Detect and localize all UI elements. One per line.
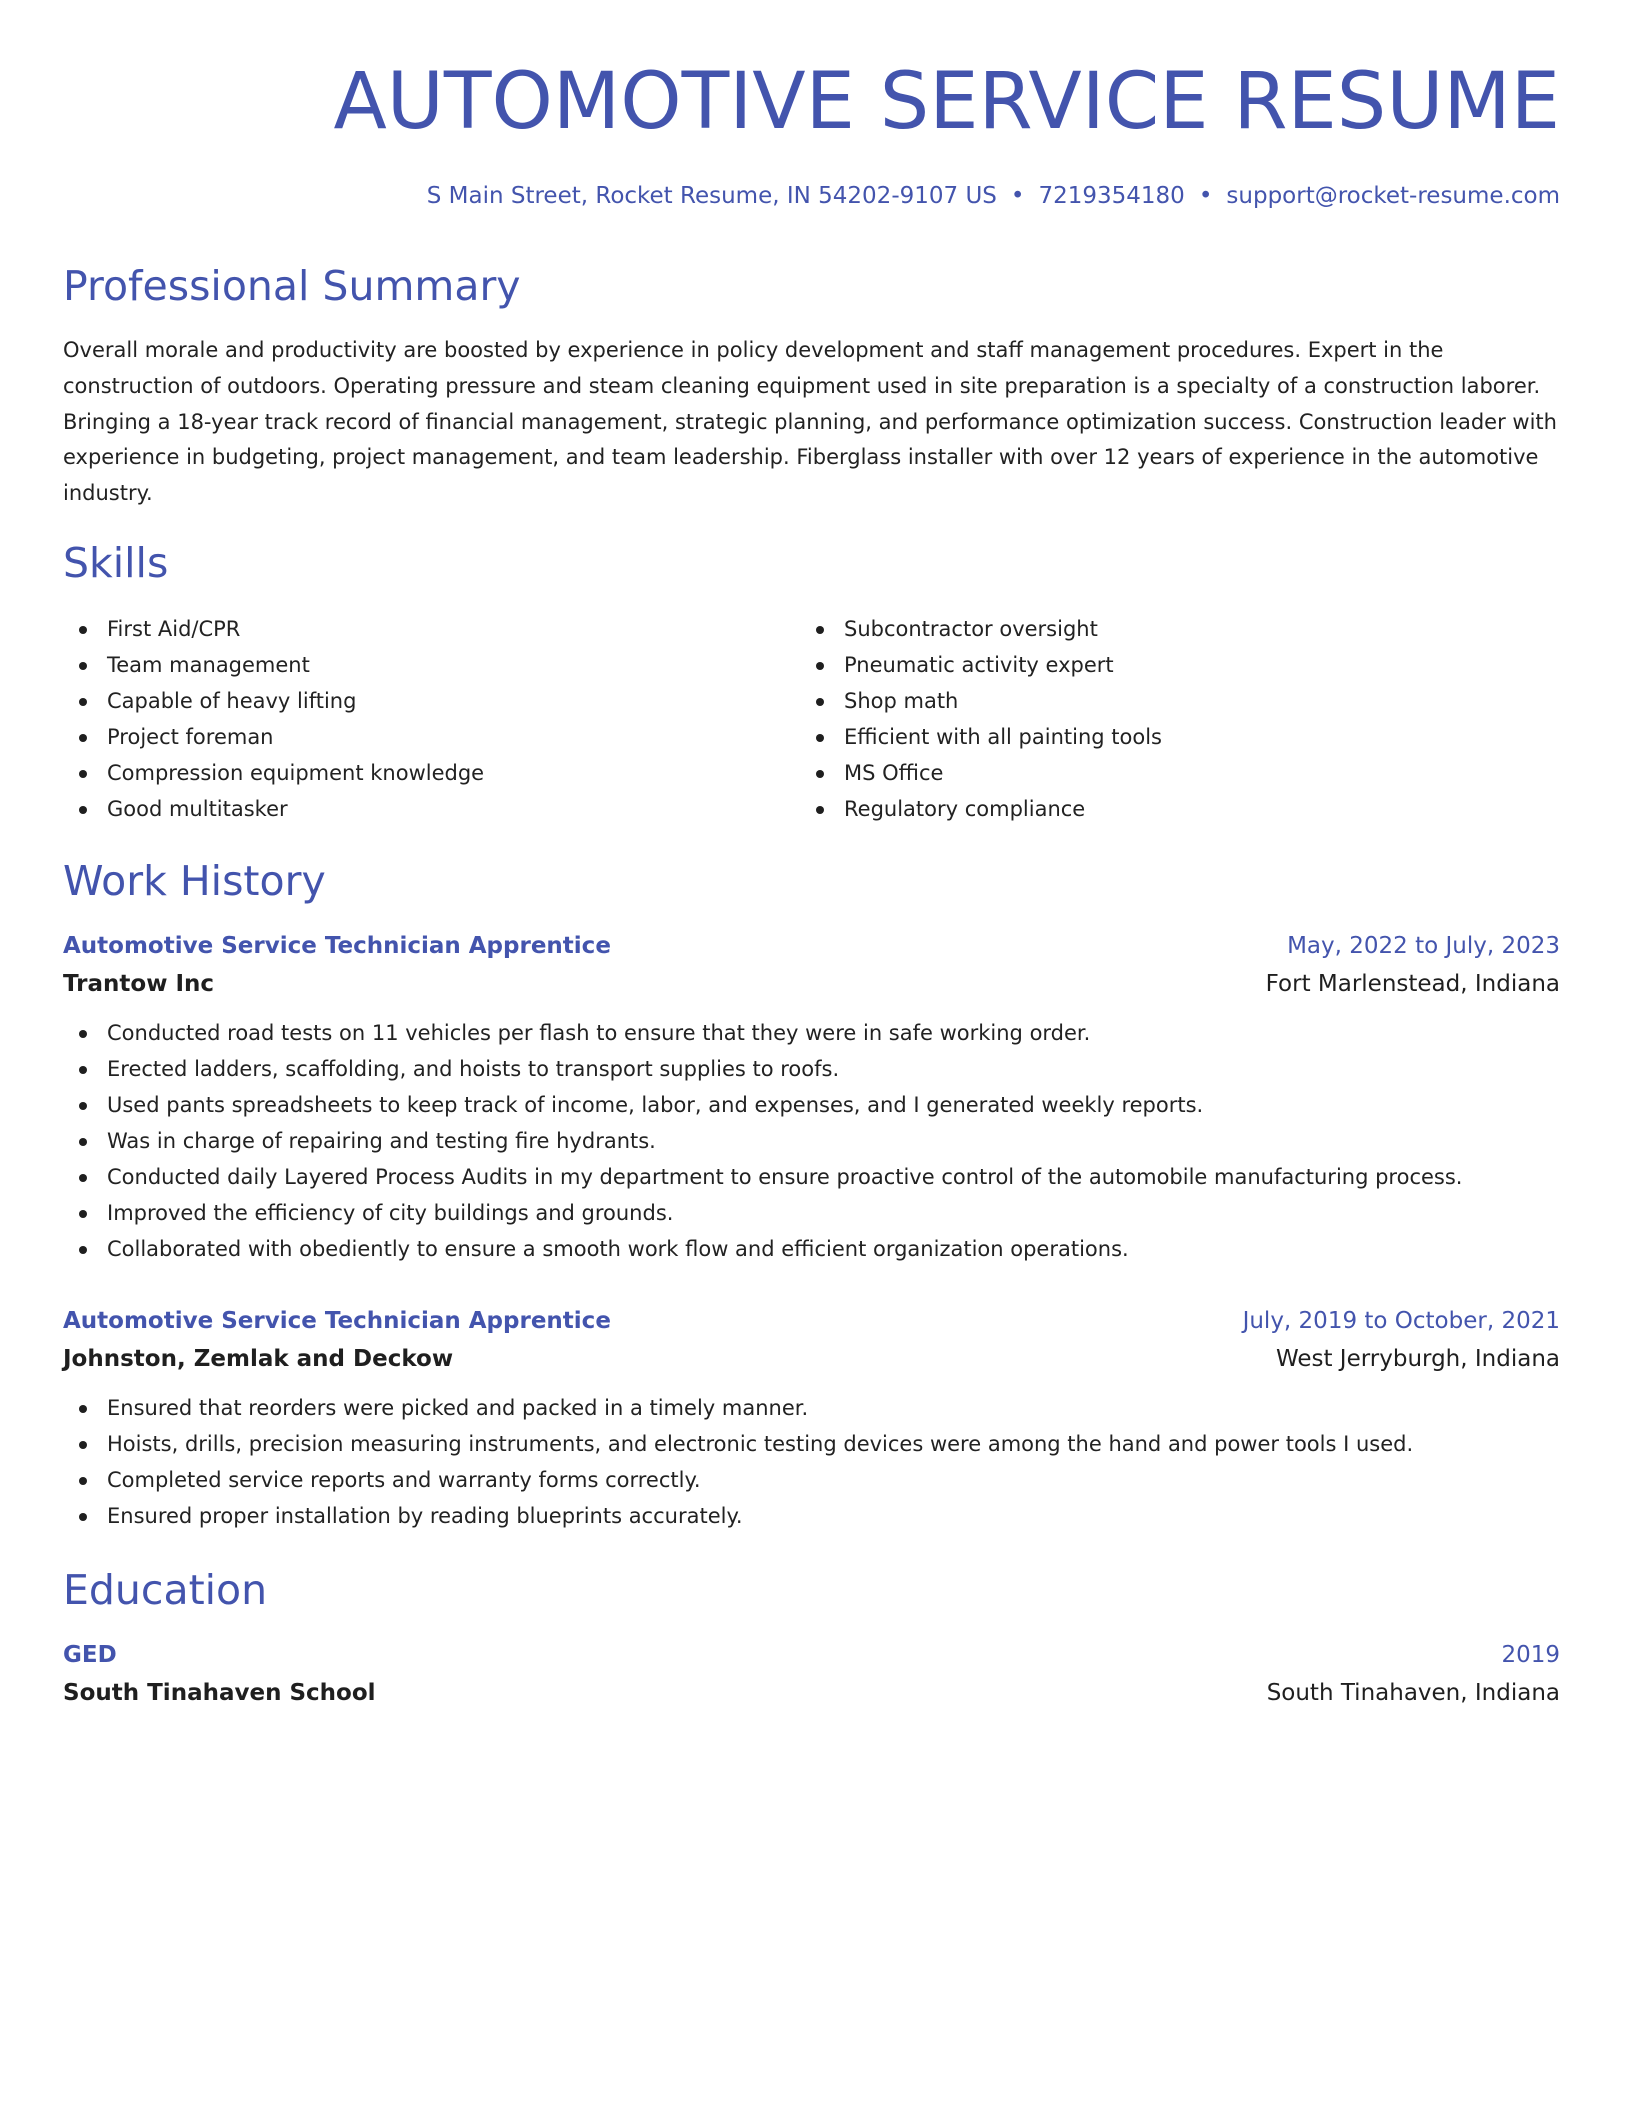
job-location: West Jerryburgh, Indiana [1275,1346,1560,1372]
skill-item: Good multitasker [63,791,484,827]
education-entry [63,1636,1560,1712]
skill-item: Pneumatic activity expert [800,647,1162,683]
email[interactable]: support@rocket-resume.com [1226,183,1560,209]
skills-column-right [800,611,1162,827]
address: S Main Street, Rocket Resume, IN 54202-9107 US [426,183,997,209]
job-bullet: Conducted road tests on 11 vehicles per flash to ensure that they were in safe working order. [63,1015,1560,1051]
skill-item: Regulatory compliance [800,791,1162,827]
contact-separator: • [1198,183,1213,209]
skill-item: Capable of heavy lifting [63,683,484,719]
contact-separator: • [1010,183,1025,209]
job-company: Trantow Inc [63,971,215,997]
job-role: Automotive Service Technician Apprentice [63,1308,611,1334]
job-bullet: Was in charge of repairing and testing fire hydrants. [63,1123,1560,1159]
job-bullet: Ensured proper installation by reading blueprints accurately. [63,1498,1560,1534]
job-bullet: Conducted daily Layered Process Audits in my department to ensure proactive control of the automobile manufacturing process. [63,1159,1560,1195]
work-history-heading: Work History [63,857,326,905]
summary-text: Overall morale and productivity are boosted by experience in policy development and staff management procedures. Expert in the construction of outdoors. Operating pressure and steam cleaning equipment used in site preparation is a specialty of a construction laborer. Bringing a 18-year track record of financial management, strategic planning, and performance optimization success. Construction leader with experience in budgeting, project management, and team leadership. Fiberglass installer with over 12 years of experience in the automotive industry. [63,338,1557,506]
education-heading: Education [63,1566,268,1614]
skill-item: Shop math [800,683,1162,719]
job-bullet: Used pants spreadsheets to keep track of income, labor, and expenses, and I generated weekly reports. [63,1087,1560,1123]
skills-list-left [63,611,484,827]
job-dates: July, 2019 to October, 2021 [1242,1308,1560,1334]
skill-item: Project foreman [63,719,484,755]
skill-item: Compression equipment knowledge [63,755,484,791]
job-location: Fort Marlenstead, Indiana [1265,971,1560,997]
job-bullet: Completed service reports and warranty forms correctly. [63,1462,1560,1498]
skills-list-right [800,611,1162,827]
job-bullets [63,1015,1560,1267]
education-degree: GED [63,1642,117,1668]
job-dates: May, 2022 to July, 2023 [1287,933,1560,959]
job-bullet: Improved the efficiency of city buildings and grounds. [63,1195,1560,1231]
skill-item: Team management [63,647,484,683]
skill-item: MS Office [800,755,1162,791]
job-role: Automotive Service Technician Apprentice [63,933,611,959]
skill-item: Efficient with all painting tools [800,719,1162,755]
skill-item: First Aid/CPR [63,611,484,647]
job-bullet: Collaborated with obediently to ensure a smooth work flow and efficient organization operations. [63,1231,1560,1267]
education-school: South Tinahaven School [63,1680,376,1706]
skills-column-left [63,611,484,827]
job-company: Johnston, Zemlak and Deckow [63,1346,454,1372]
skill-item: Subcontractor oversight [800,611,1162,647]
education-year: 2019 [1501,1642,1560,1668]
job-entry [63,927,1560,1267]
job-bullet: Ensured that reorders were picked and packed in a timely manner. [63,1390,1560,1426]
job-bullet: Hoists, drills, precision measuring instruments, and electronic testing devices were among the hand and power tools I used. [63,1426,1560,1462]
contact-line [427,180,1560,212]
job-bullets [63,1390,1560,1534]
phone: 7219354180 [1038,183,1185,209]
job-bullet: Erected ladders, scaffolding, and hoists to transport supplies to roofs. [63,1051,1560,1087]
resume-title: AUTOMOTIVE SERVICE RESUME [333,57,1560,147]
education-location: South Tinahaven, Indiana [1266,1680,1560,1706]
skills-heading: Skills [63,539,169,587]
job-entry [63,1302,1560,1534]
summary-heading: Professional Summary [63,262,521,310]
